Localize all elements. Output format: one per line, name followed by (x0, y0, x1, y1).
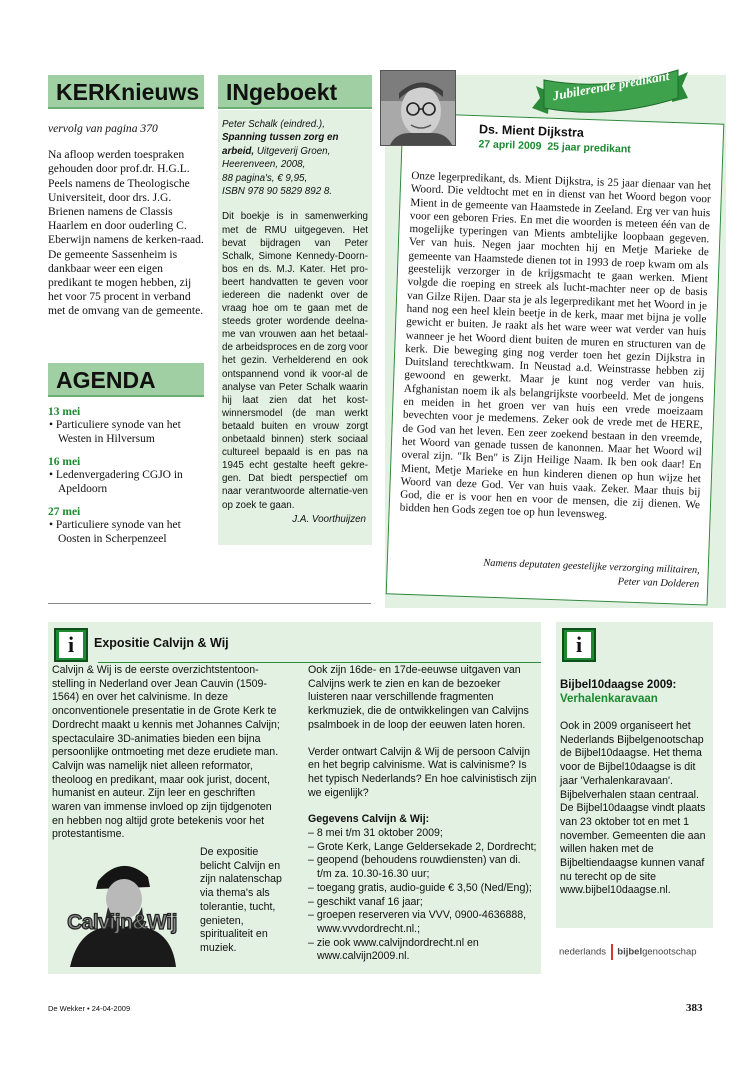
calvijn-paragraph: Ook zijn 16de- en 17de-eeuwse uitgaven van Calvijns werk te zien en kan de bezoeker luisteren naar verschillende fragmenten kerkmuziek, die de ontwikkelingen van Calvijns psalmboek in de loop der eeuwen laten horen. (308, 664, 529, 731)
agenda-date: 16 mei (48, 456, 81, 468)
agenda-header (48, 363, 204, 397)
jubileum-date: 27 april 2009 (478, 138, 542, 153)
gegevens-text: Grote Kerk, Lange Geldersekade 2, Dordrecht; (316, 840, 537, 853)
kerknieuws-paragraph: De gemeente Sassenheim is dankbaar weer een eigen predikant te mogen hebben, zij het voor 75 procent in verband met de omvang van de gemeente. (48, 247, 204, 318)
gegevens-item: – 8 mei t/m 31 oktober 2009; (308, 827, 443, 840)
book-title-line (222, 131, 368, 171)
divider (48, 603, 371, 604)
book-pages: 88 pagina's, € 9,95, (222, 172, 308, 184)
pastor-photo (380, 70, 456, 146)
agenda-list (48, 396, 206, 546)
calvijn-image (52, 847, 192, 967)
calvijn-logo: Calvijn&Wij (67, 911, 177, 934)
signature-line: Namens deputaten geestelijke verzorging militairen, (483, 557, 700, 577)
ingeboekt-header (218, 75, 372, 109)
pastor-name: Ds. Mient Dijkstra (478, 122, 585, 140)
bijbel-heading (560, 678, 710, 706)
book-title: Spanning tussen zorg en arbeid, (222, 132, 339, 157)
kerknieuws-header (48, 75, 204, 109)
bijbel-panel (556, 622, 713, 974)
gegevens-title: Gegevens Calvijn & Wij: (308, 813, 430, 826)
agenda-text: • Particuliere synode van het Westen in Hilversum (49, 419, 181, 445)
agenda-text-value: Particuliere synode van het Oosten in Scherpenzeel (55, 519, 181, 545)
nbg-logo-part: genootschap (642, 946, 697, 958)
review-signature: J.A. Voorthuijzen (292, 513, 366, 525)
info-icon (54, 628, 88, 662)
jubileum-dateline (478, 138, 631, 155)
agenda-entry (48, 406, 206, 446)
nbg-logo-part: bijbel (617, 946, 643, 958)
page-number: 383 (686, 1002, 703, 1014)
gegevens-text: geopend (behoudens rouwdiensten) van di. t/m za. 10.30-16.30 uur; (316, 854, 521, 881)
jubileum-heading (478, 122, 631, 155)
calvijn-panel (48, 622, 541, 974)
gegevens-list (308, 827, 538, 964)
kerknieuws-paragraph: Na afloop werden toespraken gehouden door prof.dr. H.G.L. Peels namens de Theologische Universiteit, door drs. J.G. Brienen namens de Classis Haarlem en door ouderling C. Eberwijn namens de kerken-raad. (48, 148, 204, 247)
calvijn-col-right (308, 664, 538, 964)
gegevens-text: zie ook www.calvijndordrecht.nl en www.calvijn2009.nl. (316, 936, 479, 963)
gegevens-item: – toegang gratis, audio-guide € 3,50 (Ned/Eng); (308, 881, 532, 894)
book-details (222, 118, 368, 198)
agenda-text: • Ledenvergadering CGJO in Apeldoorn (49, 469, 183, 495)
gegevens-text: groepen reserveren via VVV, 0900-4636888, www.vvvdordrecht.nl.; (316, 909, 527, 935)
agenda-entry (48, 506, 206, 546)
footer-publication: De Wekker • 24-04-2009 (48, 1004, 131, 1013)
gegevens-text: toegang gratis, audio-guide € 3,50 (Ned/Eng); (316, 881, 532, 894)
calvijn-col-left (52, 664, 286, 842)
gegevens-item: – zie ook www.calvijndordrecht.nl en www.calvijn2009.nl. (308, 936, 479, 963)
agenda-date: 27 mei (48, 506, 81, 518)
gegevens-text: geschikt vanaf 16 jaar; (316, 895, 423, 908)
kerknieuws-title: KERKnieuws (56, 79, 200, 105)
pastor-portrait-icon (381, 71, 456, 146)
book-author: Peter Schalk (eindred.), (222, 119, 325, 130)
ingeboekt-panel (218, 110, 372, 545)
nbg-logo-text (559, 944, 697, 960)
gegevens-text: 8 mei t/m 31 oktober 2009; (316, 827, 443, 840)
info-icon (562, 628, 596, 662)
gegevens-item: – Grote Kerk, Lange Geldersekade 2, Dordrecht; (308, 840, 537, 853)
vervolg-note: vervolg van pagina 370 (48, 122, 158, 135)
agenda-title: AGENDA (56, 367, 156, 393)
calvijn-paragraph: Calvijn & Wij is de eerste overzichtstentoon-stelling in Nederland over Jean Cauvin (1509-1564) en over het calvinisme. In deze onconventionele presentatie in de Grote Kerk te Dordrecht maakt u kennis met Johannes Calvijn; spectaculaire 3D-animaties bieden een bijna persoonlijke ontmoeting met deze erudiete man. Calvijn was namelijk niet alleen reformator, theoloog en predikant, maar ook jurist, docent, humanist en auteur. Zijn leer en geschriften waren van immense invloed op zijn tijdgenoten en hebben nog altijd grote betekenis voor het protestantisme. (52, 664, 280, 841)
nbg-logo (556, 928, 713, 974)
calvijn-title-rule (98, 662, 541, 663)
calvijn-portrait-icon (52, 847, 192, 967)
banner-text: Jubilerende predikant (551, 67, 671, 104)
book-isbn: ISBN 978 90 5829 892 8. (222, 186, 333, 198)
info-icon-glyph: i (59, 632, 83, 658)
calvijn-paragraph: De expositie belicht Calvijn en zijn nalatenschap via thema's als tolerantie, tucht, genieten, spiritualiteit en muziek. (200, 846, 282, 954)
jubileum-card (386, 113, 725, 606)
ingeboekt-title: INgeboekt (226, 79, 338, 105)
signature-name: Peter van Dolderen (617, 576, 700, 591)
gegevens-item: – geopend (behoudens rouwdiensten) van di. t/m za. 10.30-16.30 uur; (308, 854, 521, 881)
agenda-date: 13 mei (48, 406, 81, 418)
jubileum-text: Onze legerpredikant, ds. Mient Dijkstra, is 25 jaar dienaar van het Woord. Die veldtocht met en in dienst van het Woord begon voor Mient in de gemeente van Haamstede in Zeeland. Erg ver van huis voor een geboren Fries. En met die woorden is meteen één van de mogelijke typeringen van Mients ambtelijke loopbaan gegeven. Ver van huis. Negen jaar mochten hij en Metje Marieke de gemeente van Haamstede dienen tot in 1993 de roep kwam om als geestelijk verzorger in de krijgsmacht te gaan werken. Mient volgde die roeping en streek als lucht-machter neer op de basis van Gilze Rijen. Daar sta je als legerpredikant met het Woord in je hand nog een heel klein beetje in de kerk, maar met bijna je volle gewicht er buiten. Je raakt als het ware weer wat verder van huis wanneer je het Woord dient buiten de muren en structuren van de kerk. Die beweging ging nog verder toen het gezin Dijkstra in Duitsland terechtkwam. In Neustad a.d. Weinstrasse hebben zij gewoond en gewerkt. Maar je kunt nog verder van huis. Afghanistan noem ik als belangrijkste voorbeeld. Met de jongens en meiden in het groen ver van huis een vrede moeizaam bevechten voor je medemens. Zeker ook de vrede met de HERE, de God van het leven. Een zeer zoekend bestaan in den vreemde, het Woord van genade tussen de kanonnen. Maar het Woord wil overal zijn. "Ik Ben" is Zijn Heilige Naam. Ik ben ook daar! En Mient, Metje Marieke en hun kinderen dienen op hun wijze het Woord van deze God. Ver van huis vaak. Zeker. Maar thuis bij God, die er is voor hen en voor de mensen, die zij dienen. We bidden hen Gods zegen toe op hun levensweg. (399, 169, 712, 522)
agenda-text-value: Particuliere synode van het Westen in Hilversum (55, 419, 181, 445)
calvijn-title: Expositie Calvijn & Wij (94, 636, 229, 650)
bijbel-title: Bijbel10daagse 2009: (560, 679, 677, 691)
kerknieuws-body (48, 122, 206, 319)
book-publisher: Uitgeverij Groen, Heerenveen, 2008, (222, 145, 331, 171)
agenda-entry (48, 456, 206, 496)
gegevens-item: – geschikt vanaf 16 jaar; (308, 895, 423, 908)
nbg-logo-part: nederlands (559, 946, 607, 958)
jubileum-years: 25 jaar predikant (547, 140, 631, 156)
jubileum-signature (483, 557, 700, 593)
gegevens-item: – groepen reserveren via VVV, 0900-4636888, www.vvvdordrecht.nl.; (308, 909, 527, 935)
agenda-text: • Particuliere synode van het Oosten in Scherpenzeel (49, 519, 181, 545)
bijbel-text: Ook in 2009 organiseert het Nederlands Bijbelgenootschap de Bijbel10daagse. Het thema voor de Bijbel10daagse is dit jaar 'Verhalenkaravaan'. Bijbelverhalen staan centraal. De Bijbel10daagse vindt plaats van 23 oktober tot en met 1 november. Gemeenten die aan willen haken met de Bijbeltiendaagse kunnen vanaf nu terecht op de site www.bijbel10daagse.nl. (560, 720, 706, 897)
nbg-logo-bar-icon (611, 944, 613, 960)
bijbel-subtitle: Verhalenkaravaan (560, 693, 658, 705)
agenda-text-value: Ledenvergadering CGJO in Apeldoorn (55, 469, 183, 495)
book-review: Dit boekje is in samenwerking met de RMU uitgegeven. Het bevat bijdragen van Peter Schalk, Simone Kennedy-Doorn-bos en ds. M.J. Kater. Het pro-beert handvatten te geven voor iedereen die nadenkt over de vraag hoe om te gaan met de steeds groter wordende deelna-me van vrouwen aan het betaal-de arbeidsproces en de zorg voor het gezin. Verhelderend en ook ontspannend vond ik voor-al de analyse van Peter Schalk waarin hij laat zien dat het kost-winnersmodel (de man werkt betaald buiten en vrouw zorgt onbetaald binnen) sterk sociaal cultureel bepaald is en pas na 1945 echt gestalte heeft gekre-gen. Dat biedt perspectief om naar verantwoorde alternatie-ven op zoek te gaan. (222, 211, 368, 511)
calvijn-paragraph: Verder ontwart Calvijn & Wij de persoon Calvijn en het begrip calvinisme. Wat is calvinisme? Is het typisch Nederlands? En hoe calvinistisch zijn we eigenlijk? (308, 745, 537, 799)
info-icon-glyph: i (567, 632, 591, 658)
